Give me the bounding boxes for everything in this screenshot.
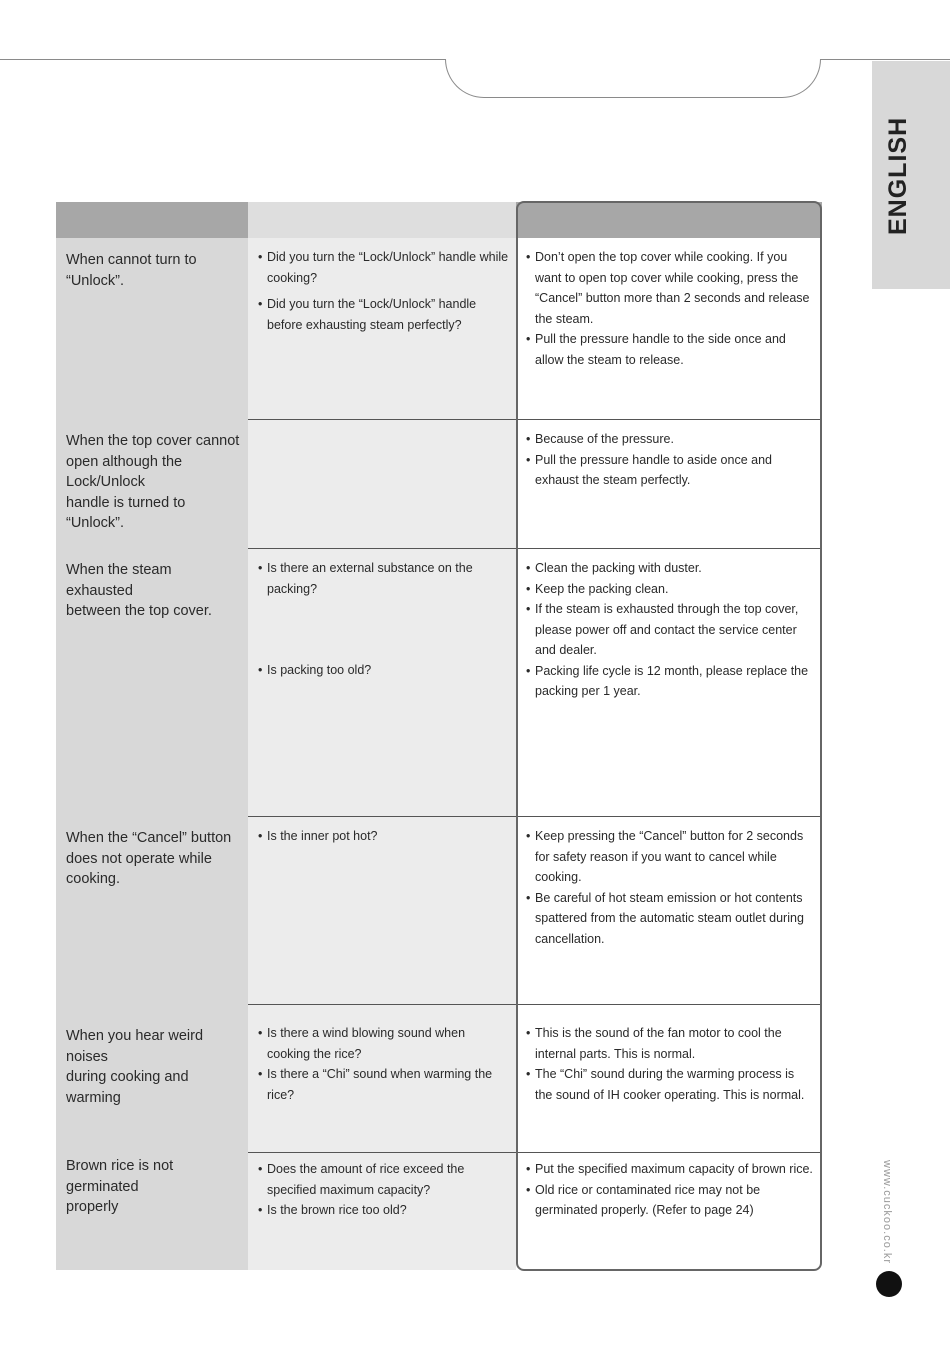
- table-row: [56, 1152, 822, 1270]
- check-item: • Is packing too old?: [258, 660, 510, 681]
- top-rule: [0, 59, 446, 60]
- page-marker: [876, 1271, 902, 1297]
- solution-item: • Be careful of hot steam emission or hot contents spattered from the automatic steam outlet during cancellation.: [526, 888, 814, 950]
- table-row: [56, 419, 822, 548]
- solution-item: • Because of the pressure.: [526, 429, 814, 450]
- solution-item: • Clean the packing with duster.: [526, 558, 814, 579]
- solution-cell: [516, 548, 822, 816]
- check-item: • Is there a “Chi” sound when warming the rice?: [258, 1064, 510, 1105]
- solution-item: • The “Chi” sound during the warming process is the sound of IH cooker operating. This is normal.: [526, 1064, 814, 1105]
- solution-item: • If the steam is exhausted through the top cover, please power off and contact the service center and dealer.: [526, 599, 814, 661]
- table-row: [56, 548, 822, 816]
- solution-cell: [516, 238, 822, 419]
- check-item: • Does the amount of rice exceed the specified maximum capacity?: [258, 1159, 510, 1200]
- table-row: [56, 238, 822, 419]
- solution-cell: [516, 1152, 822, 1270]
- top-rule: [820, 59, 950, 60]
- solution-item: • Old rice or contaminated rice may not be germinated properly. (Refer to page 24): [526, 1180, 814, 1221]
- solution-item: • Pull the pressure handle to the side once and allow the steam to release.: [526, 329, 814, 370]
- solution-item: • Keep the packing clean.: [526, 579, 814, 600]
- problem-cell: When the “Cancel” button does not operate while cooking.: [56, 816, 248, 1004]
- check-cell: [248, 548, 516, 816]
- check-cell: [248, 1152, 516, 1270]
- table-row: [56, 1004, 822, 1152]
- problem-cell: Brown rice is not germinated properly: [56, 1152, 248, 1270]
- solution-item: • Pull the pressure handle to aside once and exhaust the steam perfectly.: [526, 450, 814, 491]
- check-cell: [248, 419, 516, 548]
- solution-item: • Keep pressing the “Cancel” button for 2 seconds for safety reason if you want to cancel while cooking.: [526, 826, 814, 888]
- check-item: • Is there an external substance on the packing?: [258, 558, 510, 599]
- website-url: www.cuckoo.co.kr: [881, 1160, 893, 1265]
- header-check: [248, 202, 516, 238]
- problem-cell: When cannot turn to “Unlock”.: [56, 238, 248, 419]
- header-problem: [56, 202, 248, 238]
- header-tab-shape: [445, 59, 821, 98]
- solution-cell: [516, 816, 822, 1004]
- check-item: • Did you turn the “Lock/Unlock” handle while cooking?: [258, 247, 510, 288]
- problem-cell: When you hear weird noises during cooking and warming: [56, 1004, 248, 1152]
- check-cell: [248, 238, 516, 419]
- solution-item: • Don’t open the top cover while cooking. If you want to open top cover while cooking, press the “Cancel” button more than 2 seconds and release the steam.: [526, 247, 814, 329]
- check-item: • Did you turn the “Lock/Unlock” handle before exhausting steam perfectly?: [258, 294, 510, 335]
- check-item: • Is the inner pot hot?: [258, 826, 510, 847]
- check-cell: [248, 1004, 516, 1152]
- solution-item: • Put the specified maximum capacity of brown rice.: [526, 1159, 814, 1180]
- check-item: • Is there a wind blowing sound when cooking the rice?: [258, 1023, 510, 1064]
- problem-cell: When the steam exhausted between the top cover.: [56, 548, 248, 816]
- solution-item: • Packing life cycle is 12 month, please replace the packing per 1 year.: [526, 661, 814, 702]
- header-solution: [516, 202, 822, 238]
- problem-cell: When the top cover cannot open although the Lock/Unlock handle is turned to “Unlock”.: [56, 419, 248, 548]
- solution-cell: [516, 1004, 822, 1152]
- solution-cell: [516, 419, 822, 548]
- language-label: ENGLISH: [884, 116, 912, 235]
- table-row: [56, 816, 822, 1004]
- check-cell: [248, 816, 516, 1004]
- solution-item: • This is the sound of the fan motor to cool the internal parts. This is normal.: [526, 1023, 814, 1064]
- check-item: • Is the brown rice too old?: [258, 1200, 510, 1221]
